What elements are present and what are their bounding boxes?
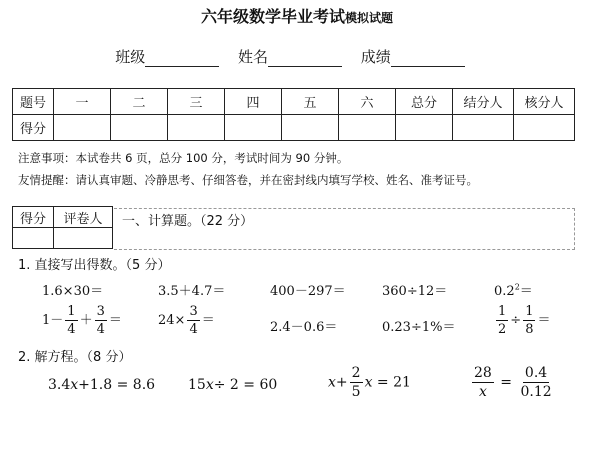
text-fragment: ＝ <box>201 313 215 328</box>
fraction <box>65 305 77 336</box>
question-2-label: 2. 解方程。（8 分） <box>18 350 132 365</box>
denominator: 5 <box>351 384 361 400</box>
student-info-line <box>0 46 594 67</box>
score-cell[interactable] <box>111 115 168 141</box>
numerator: 28 <box>474 365 492 381</box>
score-blank[interactable] <box>391 51 465 67</box>
calc-item: 360÷12＝ <box>382 284 448 299</box>
score-cell[interactable] <box>453 115 514 141</box>
name-blank[interactable] <box>268 51 342 67</box>
score-cell[interactable] <box>168 115 225 141</box>
fraction <box>350 366 363 399</box>
variable: x <box>364 374 373 391</box>
header-cell: 二 <box>111 89 168 115</box>
score-cell[interactable] <box>282 115 339 141</box>
section1-title: 一、计算题。（22 分） <box>122 214 254 229</box>
calc-item: 400－297＝ <box>270 284 346 299</box>
power-exponent: 2 <box>514 282 520 292</box>
text-fragment: +1.8 = 8.6 <box>78 377 156 393</box>
fraction <box>496 305 508 336</box>
grader-score-label: 得分 <box>13 207 54 228</box>
text-fragment: = 21 <box>376 374 411 391</box>
class-label: 班级 <box>115 48 146 66</box>
fraction <box>95 305 107 336</box>
header-cell: 一 <box>54 89 111 115</box>
header-cell: 题号 <box>13 89 54 115</box>
denominator: 4 <box>189 322 198 337</box>
equals-sign: ＝ <box>519 284 533 299</box>
numerator: 1 <box>525 304 534 319</box>
calc-item <box>158 305 215 336</box>
header-cell: 总分 <box>396 89 453 115</box>
text-fragment: 3.4 <box>48 377 71 393</box>
attention-note: 注意事项：本试卷共 6 页，总分 100 分，考试时间为 90 分钟。 <box>18 151 349 165</box>
grader-name-label: 评卷人 <box>54 207 113 228</box>
numerator: 3 <box>96 304 105 319</box>
denominator: 4 <box>67 322 76 337</box>
text-fragment: ＝ <box>108 313 122 328</box>
calc-item: 3.5＋4.7＝ <box>158 284 226 299</box>
variable: x <box>205 377 214 393</box>
calc-item: 2.4－0.6＝ <box>270 320 338 335</box>
equation <box>470 366 556 399</box>
fraction <box>518 366 553 399</box>
grader-table <box>12 206 113 249</box>
text-fragment: 15 <box>188 377 206 393</box>
score-label: 成绩 <box>360 48 391 66</box>
text-fragment: ＝ <box>537 313 551 328</box>
calc-item: 1.6×30＝ <box>42 284 104 299</box>
calc-item: 0.23÷1%＝ <box>382 320 456 335</box>
score-header-row <box>13 89 575 115</box>
variable: x <box>328 374 336 391</box>
fraction <box>472 366 494 399</box>
score-cell[interactable] <box>514 115 575 141</box>
text-fragment: + <box>335 374 348 391</box>
numerator: 1 <box>67 304 76 319</box>
denominator: 8 <box>525 322 534 337</box>
header-cell: 核分人 <box>514 89 575 115</box>
calc-item <box>494 280 533 299</box>
question-1-label: 1. 直接写出得数。（5 分） <box>18 258 171 273</box>
power-base: 0.2 <box>494 284 515 299</box>
header-cell: 四 <box>225 89 282 115</box>
text-fragment: ÷ 2 = 60 <box>213 377 278 393</box>
fraction <box>523 305 535 336</box>
header-cell: 三 <box>168 89 225 115</box>
denominator: 0.12 <box>520 384 552 400</box>
denominator: 4 <box>96 322 105 337</box>
equation <box>328 366 411 399</box>
text-fragment: 24× <box>158 313 186 328</box>
denominator: x <box>478 384 487 400</box>
fraction <box>187 305 199 336</box>
score-cell[interactable] <box>225 115 282 141</box>
score-cell[interactable] <box>396 115 453 141</box>
variable: x <box>70 377 79 393</box>
calc-item <box>42 305 122 336</box>
title-sub: 模拟试题 <box>345 11 394 25</box>
numerator: 3 <box>189 304 198 319</box>
class-blank[interactable] <box>145 51 219 67</box>
score-table <box>12 88 575 141</box>
score-row <box>13 115 575 141</box>
score-cell[interactable] <box>54 115 111 141</box>
denominator: 2 <box>498 322 507 337</box>
text-fragment: 1－ <box>42 313 64 328</box>
grader-score-cell[interactable] <box>13 228 54 249</box>
title-main: 六年级数学毕业考试 <box>200 7 345 26</box>
equation <box>48 377 155 393</box>
calc-item <box>494 305 550 336</box>
header-cell: 六 <box>339 89 396 115</box>
reminder-note: 友情提醒：请认真审题、冷静思考、仔细答卷，并在密封线内填写学校、姓名、准考证号。 <box>18 173 478 187</box>
text-fragment: ＋ <box>79 313 93 328</box>
equation <box>188 377 277 393</box>
numerator: 2 <box>351 365 361 381</box>
numerator: 0.4 <box>524 365 548 381</box>
numerator: 1 <box>498 304 507 319</box>
row-label: 得分 <box>13 115 54 141</box>
grader-name-cell[interactable] <box>54 228 113 249</box>
text-fragment: = <box>500 374 513 391</box>
text-fragment: ÷ <box>510 313 522 328</box>
name-label: 姓名 <box>237 48 268 66</box>
header-cell: 结分人 <box>453 89 514 115</box>
page-title <box>0 4 594 27</box>
header-cell: 五 <box>282 89 339 115</box>
score-cell[interactable] <box>339 115 396 141</box>
